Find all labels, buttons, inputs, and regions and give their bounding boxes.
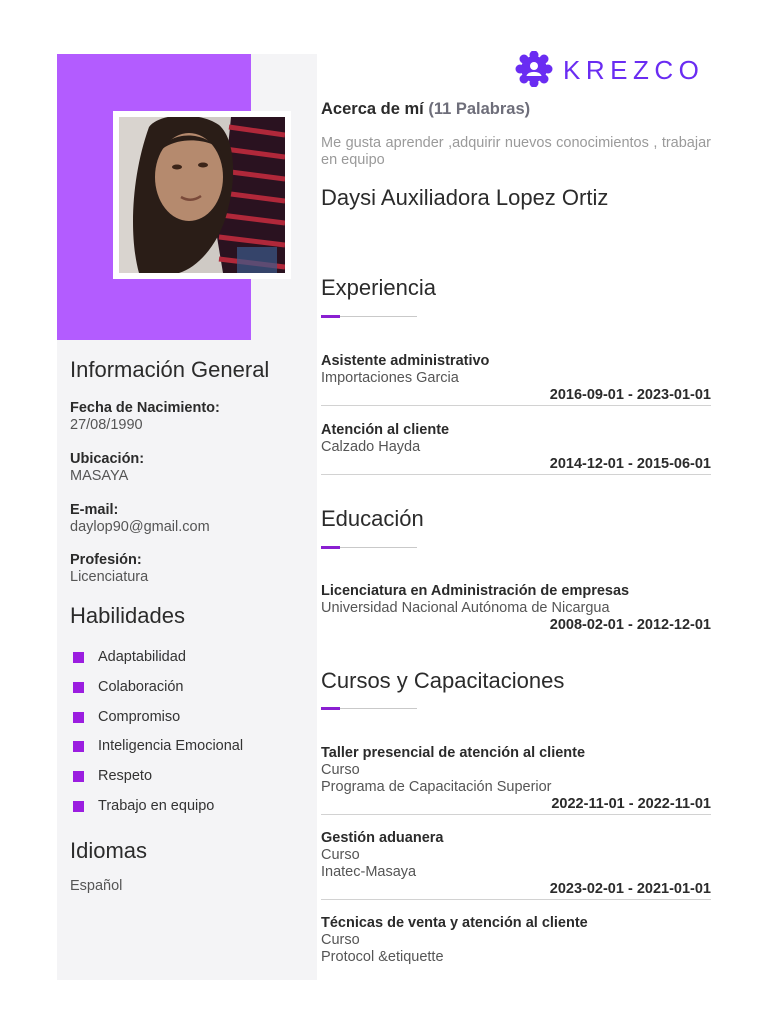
bullet-square-icon xyxy=(73,771,84,782)
location-label: Ubicación: xyxy=(70,451,145,467)
skill-item xyxy=(73,797,243,827)
course-provider: Protocol &etiquette xyxy=(321,949,444,965)
skill-label: Colaboración xyxy=(98,678,184,695)
experience-company: Calzado Hayda xyxy=(321,439,421,455)
education-heading: Educación xyxy=(321,506,424,531)
course-provider: Programa de Capacitación Superior xyxy=(321,779,552,795)
experience-entry xyxy=(321,353,711,406)
skill-item xyxy=(73,767,243,797)
profile-photo xyxy=(119,117,285,273)
education-school: Universidad Nacional Autónoma de Nicargua xyxy=(321,600,610,616)
course-entry xyxy=(321,830,711,900)
education-dates: 2008-02-01 - 2012-12-01 xyxy=(549,617,711,633)
about-title: Acerca de mí xyxy=(321,100,424,118)
bullet-square-icon xyxy=(73,741,84,752)
experience-entry xyxy=(321,422,711,475)
skill-label: Trabajo en equipo xyxy=(98,797,215,814)
course-name: Técnicas de venta y atención al cliente xyxy=(321,915,588,931)
experience-dates: 2014-12-01 - 2015-06-01 xyxy=(321,456,711,475)
bullet-square-icon xyxy=(73,652,84,663)
course-provider: Inatec-Masaya xyxy=(321,864,417,880)
skill-label: Respeto xyxy=(98,768,153,785)
education-degree: Licenciatura en Administración de empresas xyxy=(321,583,630,599)
education-divider xyxy=(321,546,417,549)
skills-list xyxy=(73,648,243,827)
experience-role: Asistente administrativo xyxy=(321,353,490,369)
skill-label: Compromiso xyxy=(98,708,181,725)
course-entry xyxy=(321,915,711,966)
experience-company: Importaciones Garcia xyxy=(321,370,459,386)
experience-heading: Experiencia xyxy=(321,275,436,300)
profession-value: Licenciatura xyxy=(70,569,149,585)
bullet-square-icon xyxy=(73,712,84,723)
skills-heading: Habilidades xyxy=(70,603,185,628)
course-type: Curso xyxy=(321,762,360,778)
experience-role: Atención al cliente xyxy=(321,422,450,438)
location-value: MASAYA xyxy=(70,468,129,484)
course-dates: 2022-11-01 - 2022-11-01 xyxy=(321,796,711,815)
about-word-count: (11 Palabras) xyxy=(428,100,531,118)
course-dates: 2023-02-01 - 2021-01-01 xyxy=(321,881,711,900)
candidate-name: Daysi Auxiliadora Lopez Ortiz xyxy=(321,185,609,210)
profile-photo-illustration xyxy=(119,117,285,273)
course-type: Curso xyxy=(321,847,360,863)
profile-photo-frame xyxy=(113,111,291,279)
language-item: Español xyxy=(70,878,123,894)
skill-label: Adaptabilidad xyxy=(98,649,186,665)
birthdate-label: Fecha de Nacimiento: xyxy=(70,400,220,416)
krezco-logo xyxy=(515,51,715,87)
profession-label: Profesión: xyxy=(70,552,142,568)
email-value: daylop90@gmail.com xyxy=(70,519,210,535)
skill-label: Inteligencia Emocional xyxy=(98,738,244,755)
education-entry xyxy=(321,583,711,635)
course-name: Gestión aduanera xyxy=(321,830,444,846)
about-heading xyxy=(321,100,530,119)
course-name: Taller presencial de atención al cliente xyxy=(321,745,586,761)
course-type: Curso xyxy=(321,932,360,948)
krezco-logo-text: KREZCO xyxy=(563,55,705,85)
languages-heading: Idiomas xyxy=(70,838,148,863)
skill-item xyxy=(73,678,243,708)
general-info-heading: Información General xyxy=(70,357,270,382)
bullet-square-icon xyxy=(73,682,84,693)
krezco-logo-icon xyxy=(515,51,553,87)
skill-item xyxy=(73,648,243,678)
experience-divider xyxy=(321,315,417,318)
email-label: E-mail: xyxy=(70,502,119,518)
bullet-square-icon xyxy=(73,801,84,812)
experience-dates: 2016-09-01 - 2023-01-01 xyxy=(321,387,711,406)
about-text: Me gusta aprender ,adquirir nuevos conocimientos , trabajar en equipo xyxy=(321,135,711,168)
course-entry xyxy=(321,745,711,815)
skill-item xyxy=(73,708,243,738)
birthdate-value: 27/08/1990 xyxy=(70,417,143,433)
skill-item xyxy=(73,737,243,767)
courses-divider xyxy=(321,707,417,710)
courses-heading: Cursos y Capacitaciones xyxy=(321,668,565,693)
